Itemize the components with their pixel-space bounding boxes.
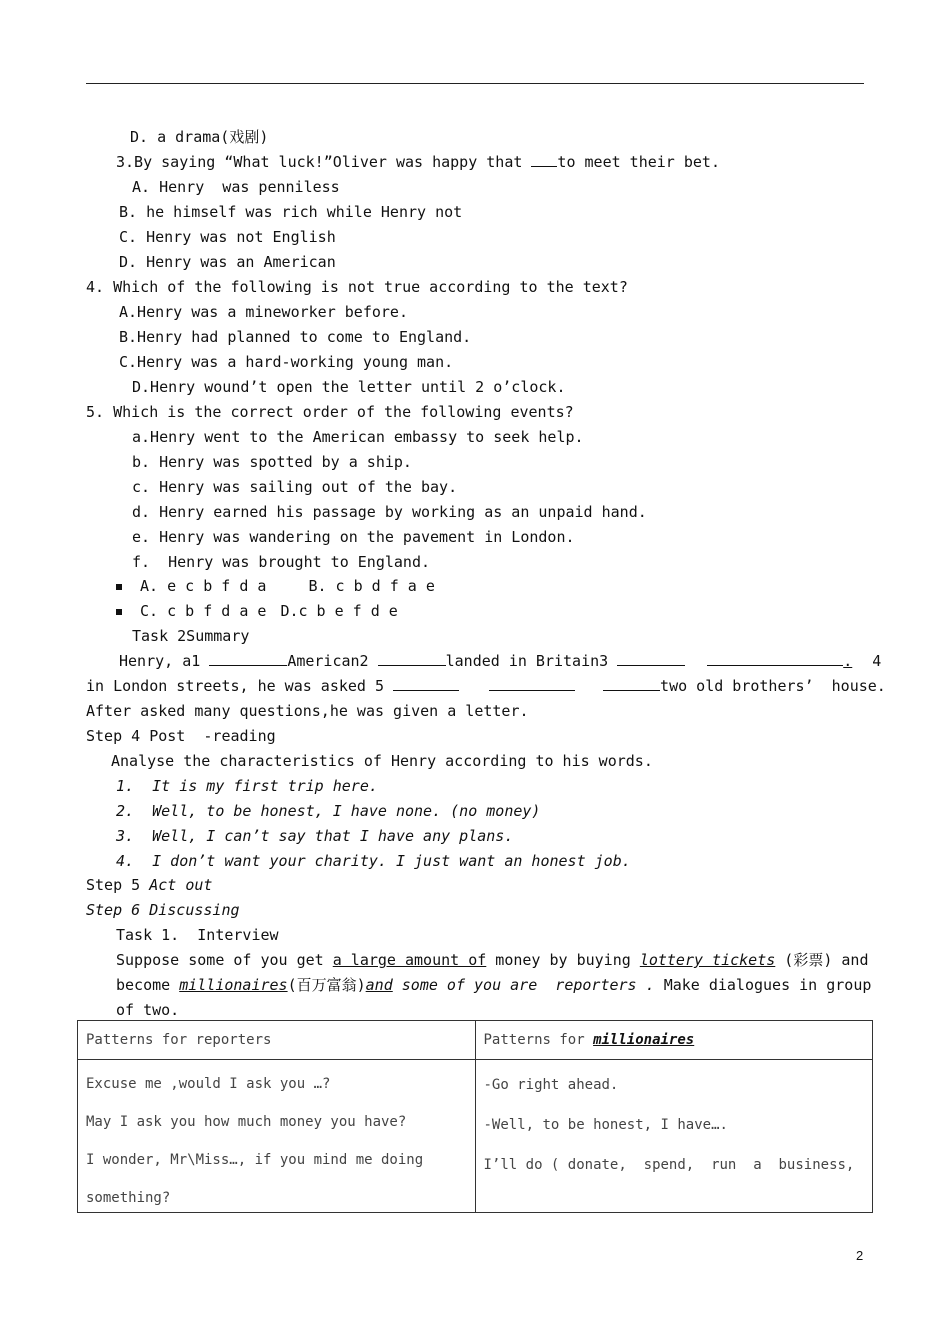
step4-intro: Analyse the characteristics of Henry according to his words.: [111, 752, 653, 770]
task1-line-3: of two.: [116, 1001, 180, 1019]
reporter-pattern-3: I wonder, Mr\Miss…, if you mind me doing: [86, 1152, 424, 1168]
q2-option-d: D. a drama(戏剧): [130, 128, 269, 146]
q5-event-c: c. Henry was sailing out of the bay.: [132, 478, 458, 496]
summary-line-2: in London streets, he was asked 5 two old brothers’ house.: [86, 677, 886, 695]
step4-title: Step 4 Post -reading: [86, 727, 276, 745]
bullet-icon: [116, 609, 122, 615]
summary-blank-1: [209, 651, 287, 666]
header-millionaires: Patterns for millionaires: [475, 1021, 873, 1060]
q5-event-b: b. Henry was spotted by a ship.: [132, 453, 412, 471]
q3-stem: 3.By saying “What luck!”Oliver was happy that to meet their bet.: [116, 153, 720, 171]
q5-event-f: f. Henry was brought to England.: [132, 553, 431, 571]
task2-title: Task 2Summary: [132, 627, 250, 645]
millionaire-pattern-3: I’ll do ( donate, spend, run a business,: [483, 1157, 855, 1173]
reporter-pattern-4: something?: [86, 1190, 171, 1206]
summary-blank-5b: [489, 676, 575, 691]
q5-event-e: e. Henry was wandering on the pavement in London.: [132, 528, 575, 546]
summary-blank-2: [378, 651, 446, 666]
bullet-icon: [116, 584, 122, 590]
q4-stem: 4. Which of the following is not true according to the text?: [86, 278, 628, 296]
task1-title: Task 1. Interview: [116, 926, 279, 944]
summary-blank-5c: [603, 676, 660, 691]
summary-blank-5a: [393, 676, 459, 691]
q3-blank: [531, 152, 557, 167]
q4-option-c: C.Henry was a hard-working young man.: [119, 353, 454, 371]
q3-option-a: A. Henry was penniless: [132, 178, 340, 196]
q3-option-d: D. Henry was an American: [119, 253, 336, 271]
q4-option-b: B.Henry had planned to come to England.: [119, 328, 472, 346]
q5-event-d: d. Henry earned his passage by working as an unpaid hand.: [132, 503, 647, 521]
patterns-table: [77, 1020, 873, 1213]
page-number: 2: [856, 1248, 864, 1263]
header-reporters: Patterns for reporters: [78, 1021, 476, 1060]
q3-option-c: C. Henry was not English: [119, 228, 336, 246]
millionaire-pattern-2: -Well, to be honest, I have….: [483, 1117, 728, 1133]
task1-line-1: Suppose some of you get a large amount of money by buying lottery tickets (彩票) and: [116, 951, 869, 969]
step6-title: Step 6 Discussing: [86, 901, 240, 919]
millionaire-pattern-1: -Go right ahead.: [483, 1077, 619, 1093]
summary-blank-3a: [617, 651, 685, 666]
reporter-patterns: [78, 1060, 476, 1213]
header-rule: [86, 83, 864, 84]
task1-line-2: become millionaires(百万富翁)and some of you are reporters . Make dialogues in group: [116, 976, 872, 994]
summary-blank-3b: [707, 651, 843, 666]
summary-line-1: Henry, a1 American2 landed in Britain3 . 4: [119, 652, 882, 670]
q4-option-a: A.Henry was a mineworker before.: [119, 303, 408, 321]
step5-title: Step 5 Act out: [86, 876, 213, 894]
quote-2: 2. Well, to be honest, I have none. (no money): [116, 802, 541, 820]
quote-1: 1. It is my first trip here.: [116, 777, 378, 795]
table-header-row: [78, 1021, 873, 1060]
q3-option-b: B. he himself was rich while Henry not: [119, 203, 463, 221]
summary-line-3: After asked many questions,he was given a letter.: [86, 702, 529, 720]
q5-event-a: a.Henry went to the American embassy to seek help.: [132, 428, 584, 446]
quote-4: 4. I don’t want your charity. I just want an honest job.: [116, 852, 631, 870]
q5-choices-row-1: A. e c b f d a B. c b d f a e: [116, 576, 435, 596]
table-row: [78, 1060, 873, 1213]
quote-3: 3. Well, I can’t say that I have any plans.: [116, 827, 514, 845]
millionaire-patterns: [475, 1060, 873, 1213]
reporter-pattern-2: May I ask you how much money you have?: [86, 1114, 407, 1130]
q5-choices-row-2: C. c b f d a e D.c b e f d e: [116, 601, 398, 621]
q5-stem: 5. Which is the correct order of the following events?: [86, 403, 574, 421]
q4-option-d: D.Henry wound’t open the letter until 2 o’clock.: [132, 378, 566, 396]
reporter-pattern-1: Excuse me ,would I ask you …?: [86, 1076, 331, 1092]
